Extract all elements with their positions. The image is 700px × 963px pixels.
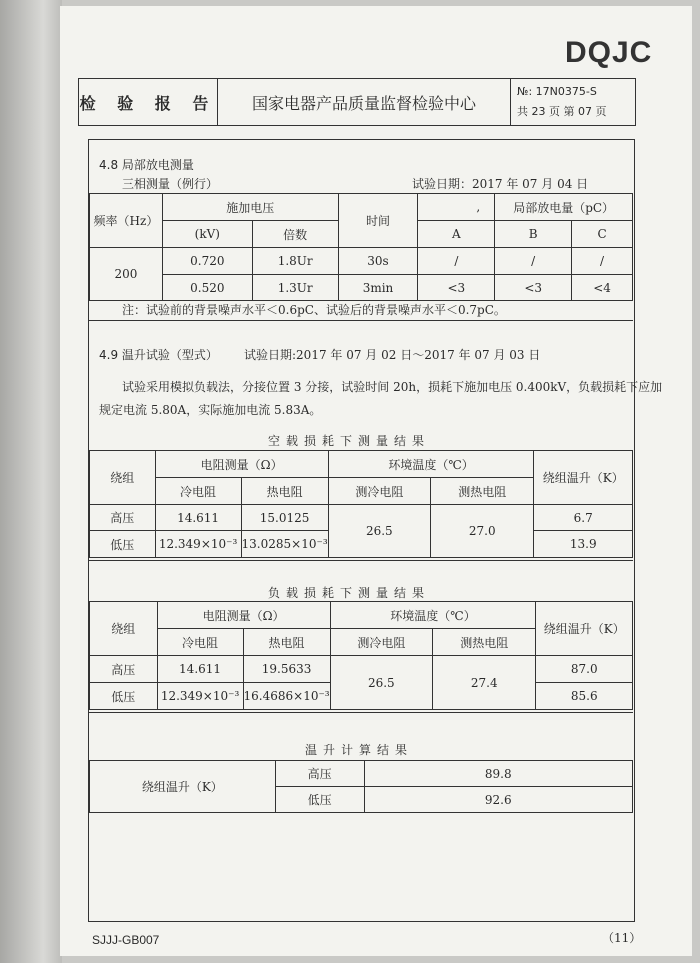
noload-header-hot: 热电阻 xyxy=(241,478,328,505)
noload-title: 空载损耗下测量结果 xyxy=(268,434,431,448)
noload-header-amb-hot: 测热电阻 xyxy=(431,478,534,505)
load-header-amb-hot: 测热电阻 xyxy=(433,629,536,656)
pd-multiple: 1.3Ur xyxy=(252,275,338,301)
pd-header-freq: 频率（Hz） xyxy=(90,194,163,248)
noload-amb-cold: 26.5 xyxy=(328,505,430,558)
report-meta xyxy=(511,79,636,126)
calc-lv-value: 92.6 xyxy=(364,787,633,813)
center-name: 国家电器产品质量监督检验中心 xyxy=(218,79,511,126)
load-amb-cold: 26.5 xyxy=(330,656,432,710)
dqjc-logo: DQJC xyxy=(565,36,653,69)
noload-header-winding: 绕组 xyxy=(90,451,156,505)
divider xyxy=(89,320,633,321)
pd-note: 注：试验前的背景噪声水平＜0.6pC、试验后的背景噪声水平＜0.7pC。 xyxy=(122,303,506,317)
noload-lv-label: 低压 xyxy=(90,531,156,558)
page-count: 共 23 页 第 07 页 xyxy=(517,105,607,118)
pd-subheading: 三相测量（例行） xyxy=(122,177,219,191)
report-number: №: 17N0375-S xyxy=(517,85,597,98)
load-lv-rise: 85.6 xyxy=(536,683,633,710)
pd-header-b: B xyxy=(495,221,572,248)
report-header xyxy=(78,78,636,126)
pd-b: / xyxy=(495,248,572,275)
load-table xyxy=(89,601,633,710)
divider xyxy=(89,712,633,713)
noload-header-ambient: 环境温度（℃） xyxy=(328,451,534,478)
load-header-winding: 绕组 xyxy=(90,602,158,656)
load-lv-label: 低压 xyxy=(90,683,158,710)
tr-test-date: 试验日期:2017 年 07 月 02 日～2017 年 07 月 03 日 xyxy=(244,348,541,362)
pd-c: / xyxy=(572,248,633,275)
pd-header-voltage: 施加电压 xyxy=(162,194,338,221)
noload-amb-hot: 27.0 xyxy=(431,505,534,558)
load-hv-cold: 14.611 xyxy=(157,656,243,683)
pd-header-time: 时间 xyxy=(338,194,418,248)
tr-paragraph-line2: 规定电流 5.80A，实际施加电流 5.83A。 xyxy=(99,403,322,417)
load-header-hot: 热电阻 xyxy=(243,629,330,656)
pd-table xyxy=(89,193,633,301)
pd-header-c: C xyxy=(572,221,633,248)
pd-freq: 200 xyxy=(90,248,163,301)
pd-header-pd: 局部放电量（pC） xyxy=(495,194,633,221)
load-hv-rise: 87.0 xyxy=(536,656,633,683)
pd-time: 3min xyxy=(338,275,418,301)
pd-kv: 0.720 xyxy=(162,248,252,275)
load-hv-label: 高压 xyxy=(90,656,158,683)
noload-lv-hot: 13.0285×10⁻³ xyxy=(241,531,328,558)
tr-paragraph-line1: 试验采用模拟负载法，分接位置 3 分接，试验时间 20h，损耗下施加电压 0.400kV，负载损耗下应加 xyxy=(122,380,663,394)
noload-hv-cold: 14.611 xyxy=(155,505,241,531)
calc-lv-label: 低压 xyxy=(275,787,364,813)
load-header-ambient: 环境温度（℃） xyxy=(330,602,536,629)
calc-table xyxy=(89,760,633,813)
pd-multiple: 1.8Ur xyxy=(252,248,338,275)
noload-header-rise: 绕组温升（K） xyxy=(534,451,633,505)
pd-header-multiple: 倍数 xyxy=(252,221,338,248)
pd-a: <3 xyxy=(418,275,495,301)
calc-hv-label: 高压 xyxy=(275,761,364,787)
table-row xyxy=(90,275,633,301)
noload-hv-hot: 15.0125 xyxy=(241,505,328,531)
pd-header-kv: (kV) xyxy=(162,221,252,248)
table-row xyxy=(90,656,633,683)
load-header-cold: 冷电阻 xyxy=(157,629,243,656)
noload-header-cold: 冷电阻 xyxy=(155,478,241,505)
report-type: 检 验 报 告 xyxy=(79,79,218,126)
load-hv-hot: 19.5633 xyxy=(243,656,330,683)
binding-spine xyxy=(0,0,62,963)
load-header-amb-cold: 测冷电阻 xyxy=(330,629,432,656)
load-header-resistance: 电阻测量（Ω） xyxy=(157,602,330,629)
pd-heading: 4.8 局部放电测量 xyxy=(99,158,194,172)
noload-hv-label: 高压 xyxy=(90,505,156,531)
tr-heading: 4.9 温升试验（型式） xyxy=(99,348,218,362)
pd-test-date: 试验日期：2017 年 07 月 04 日 xyxy=(412,177,589,191)
noload-lv-cold: 12.349×10⁻³ xyxy=(155,531,241,558)
table-row xyxy=(90,248,633,275)
form-code: SJJJ-GB007 xyxy=(92,933,160,947)
noload-header-amb-cold: 测冷电阻 xyxy=(328,478,430,505)
noload-lv-rise: 13.9 xyxy=(534,531,633,558)
load-lv-hot: 16.4686×10⁻³ xyxy=(243,683,330,710)
load-title: 负载损耗下测量结果 xyxy=(268,586,431,600)
calc-label: 绕组温升（K） xyxy=(90,761,276,813)
noload-hv-rise: 6.7 xyxy=(534,505,633,531)
pd-b: <3 xyxy=(495,275,572,301)
table-row xyxy=(90,761,633,787)
load-lv-cold: 12.349×10⁻³ xyxy=(157,683,243,710)
pd-header-a: A xyxy=(418,221,495,248)
pd-c: <4 xyxy=(572,275,633,301)
page-number: （11） xyxy=(602,931,642,945)
pd-header-mark: , xyxy=(418,194,495,221)
divider xyxy=(89,560,633,561)
pd-time: 30s xyxy=(338,248,418,275)
noload-table xyxy=(89,450,633,558)
calc-hv-value: 89.8 xyxy=(364,761,633,787)
pd-kv: 0.520 xyxy=(162,275,252,301)
load-amb-hot: 27.4 xyxy=(433,656,536,710)
noload-header-resistance: 电阻测量（Ω） xyxy=(155,451,328,478)
load-header-rise: 绕组温升（K） xyxy=(536,602,633,656)
table-row xyxy=(90,505,633,531)
pd-a: / xyxy=(418,248,495,275)
calc-title: 温升计算结果 xyxy=(305,743,414,757)
